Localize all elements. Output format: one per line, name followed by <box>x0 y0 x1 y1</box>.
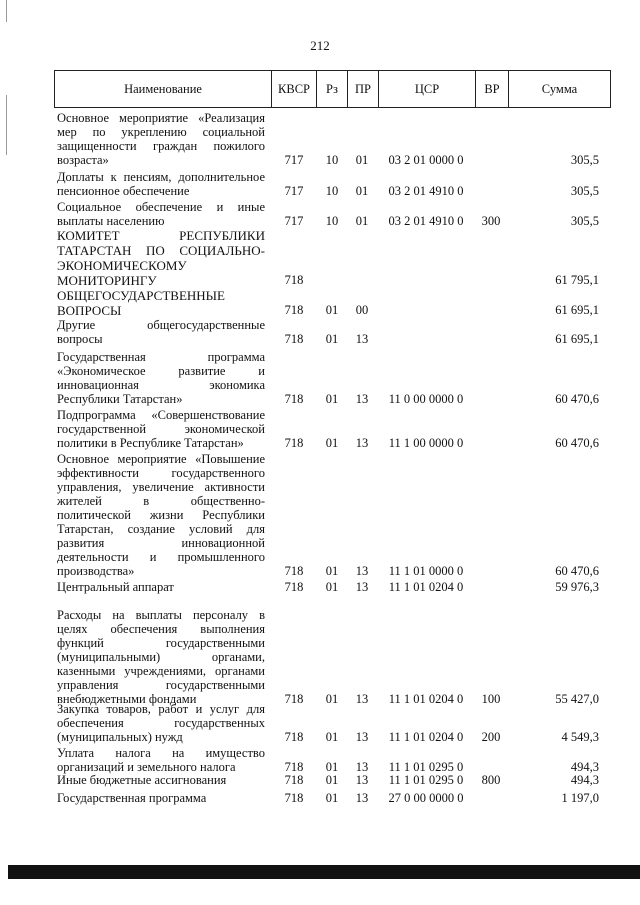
row-kvsr: 718 <box>284 580 304 594</box>
row-name-line: Государственная программа <box>57 791 207 805</box>
row-pr: 01 <box>355 184 369 198</box>
row-kvsr: 717 <box>284 184 304 198</box>
row-kvsr: 718 <box>284 791 304 805</box>
row-rz: 01 <box>325 692 339 706</box>
row-kvsr: 718 <box>284 730 304 744</box>
row-csr: 11 1 01 0204 0 <box>388 692 464 706</box>
row-name-line: Доплаты к пенсиям, дополнительное <box>57 170 265 184</box>
row-name-line: (муниципальными) органами, <box>57 650 265 664</box>
row-csr: 11 1 01 0295 0 <box>388 773 464 787</box>
row-name <box>57 791 265 805</box>
row-sum: 305,5 <box>570 153 599 167</box>
row-name-line: Основное мероприятие «Реализация <box>57 111 265 125</box>
row-pr: 13 <box>355 564 369 578</box>
row-rz: 01 <box>325 303 339 317</box>
row-name <box>57 200 265 228</box>
row-kvsr: 718 <box>284 773 304 787</box>
row-sum: 60 470,6 <box>555 564 599 578</box>
row-kvsr: 718 <box>284 564 304 578</box>
row-name-line: Социальное обеспечение и иные <box>57 200 265 214</box>
margin-line <box>6 95 7 155</box>
row-name-line: «Экономическое развитие и <box>57 364 265 378</box>
row-sum: 4 549,3 <box>561 730 599 744</box>
row-name-line: МОНИТОРИНГУ <box>57 273 157 288</box>
row-name-line: казенными учреждениями, органами <box>57 664 265 678</box>
row-name <box>57 170 265 198</box>
row-sum: 61 795,1 <box>555 273 599 287</box>
row-sum: 494,3 <box>570 773 599 787</box>
row-sum: 60 470,6 <box>555 392 599 406</box>
row-sum: 55 427,0 <box>555 692 599 706</box>
row-name-line: инновационная экономика <box>57 378 265 392</box>
row-kvsr: 718 <box>284 392 304 406</box>
row-name-line: производства» <box>57 564 135 578</box>
row-rz: 01 <box>325 392 339 406</box>
row-rz: 10 <box>325 214 339 228</box>
row-name <box>57 318 265 346</box>
row-name <box>57 408 265 450</box>
row-sum: 305,5 <box>570 184 599 198</box>
row-name-line: КОМИТЕТ РЕСПУБЛИКИ <box>57 228 265 243</box>
row-pr: 13 <box>355 392 369 406</box>
row-name-line: целях обеспечения выполнения <box>57 622 265 636</box>
row-name-line: Уплата налога на имущество <box>57 746 265 760</box>
row-name-line: ВОПРОСЫ <box>57 303 122 318</box>
row-kvsr: 718 <box>284 692 304 706</box>
row-rz: 01 <box>325 760 339 774</box>
row-csr: 11 1 00 0000 0 <box>388 436 464 450</box>
row-name-line: эффективности государственного <box>57 466 265 480</box>
row-name-line: Государственная программа <box>57 350 265 364</box>
row-name-line: развития инновационной <box>57 536 265 550</box>
row-name-line: управления, увеличение активности <box>57 480 265 494</box>
row-name-line: государственной экономической <box>57 422 265 436</box>
header-pr: ПР <box>355 82 371 96</box>
row-name-line: Татарстан, создание условий для <box>57 522 265 536</box>
row-name-line: политической жизни Республики <box>57 508 265 522</box>
row-name-line: Иные бюджетные ассигнования <box>57 773 227 787</box>
row-name <box>57 746 265 774</box>
row-rz: 01 <box>325 773 339 787</box>
row-csr: 11 1 01 0204 0 <box>388 580 464 594</box>
row-name-line: ТАТАРСТАН ПО СОЦИАЛЬНО- <box>57 243 265 258</box>
row-kvsr: 717 <box>284 153 304 167</box>
row-sum: 59 976,3 <box>555 580 599 594</box>
row-rz: 01 <box>325 580 339 594</box>
row-pr: 13 <box>355 773 369 787</box>
row-name-line: управления государственными <box>57 678 265 692</box>
row-rz: 01 <box>325 730 339 744</box>
row-sum: 494,3 <box>570 760 599 774</box>
row-sum: 61 695,1 <box>555 332 599 346</box>
header-rz: Рз <box>326 82 338 96</box>
row-name-line: пенсионное обеспечение <box>57 184 190 198</box>
row-rz: 10 <box>325 153 339 167</box>
row-sum: 305,5 <box>570 214 599 228</box>
margin-line <box>6 0 7 22</box>
row-kvsr: 718 <box>284 273 304 287</box>
row-kvsr: 718 <box>284 303 304 317</box>
row-vr: 100 <box>481 692 501 706</box>
row-name <box>57 773 265 787</box>
row-csr: 11 1 01 0000 0 <box>388 564 464 578</box>
row-vr: 200 <box>481 730 501 744</box>
row-name-line: возраста» <box>57 153 109 167</box>
row-name-line: Центральный аппарат <box>57 580 174 594</box>
row-name-line: политики в Республике Татарстан» <box>57 436 244 450</box>
row-sum: 60 470,6 <box>555 436 599 450</box>
row-pr: 13 <box>355 436 369 450</box>
row-name <box>57 702 265 744</box>
row-kvsr: 718 <box>284 760 304 774</box>
row-name-line: вопросы <box>57 332 103 346</box>
row-name-line: Расходы на выплаты персоналу в <box>57 608 265 622</box>
row-name-line: Другие общегосударственные <box>57 318 265 332</box>
row-name-line: Закупка товаров, работ и услуг для <box>57 702 265 716</box>
row-name-line: обеспечения государственных <box>57 716 265 730</box>
row-sum: 61 695,1 <box>555 303 599 317</box>
row-name-line: деятельности и промышленного <box>57 550 265 564</box>
row-name-line: Республики Татарстан» <box>57 392 183 406</box>
row-vr: 300 <box>481 214 501 228</box>
row-csr: 11 0 00 0000 0 <box>388 392 464 406</box>
row-name-line: ЭКОНОМИЧЕСКОМУ <box>57 258 187 273</box>
row-pr: 01 <box>355 153 369 167</box>
header-kvsr: КВСР <box>278 82 310 96</box>
row-kvsr: 718 <box>284 436 304 450</box>
row-pr: 13 <box>355 580 369 594</box>
row-pr: 01 <box>355 214 369 228</box>
row-name-line: функций государственными <box>57 636 265 650</box>
row-name <box>57 608 265 706</box>
row-kvsr: 718 <box>284 332 304 346</box>
row-pr: 13 <box>355 791 369 805</box>
row-name-line: защищенности граждан пожилого <box>57 139 265 153</box>
row-csr: 27 0 00 0000 0 <box>388 791 464 805</box>
header-sum: Сумма <box>541 82 578 96</box>
row-pr: 00 <box>355 303 369 317</box>
scan-edge-bar <box>8 865 640 879</box>
page-number: 212 <box>310 38 330 53</box>
row-name <box>57 452 265 578</box>
row-name-line: выплаты населению <box>57 214 165 228</box>
row-csr: 03 2 01 4910 0 <box>388 214 464 228</box>
row-vr: 800 <box>481 773 501 787</box>
row-rz: 10 <box>325 184 339 198</box>
row-name-line: внебюджетными фондами <box>57 692 197 706</box>
row-pr: 13 <box>355 760 369 774</box>
row-name-line: Основное мероприятие «Повышение <box>57 452 265 466</box>
row-name-line: ОБЩЕГОСУДАРСТВЕННЫЕ <box>57 288 225 303</box>
row-pr: 13 <box>355 692 369 706</box>
row-csr: 03 2 01 4910 0 <box>388 184 464 198</box>
row-rz: 01 <box>325 332 339 346</box>
row-name <box>57 111 265 167</box>
row-kvsr: 717 <box>284 214 304 228</box>
table-header <box>54 70 611 108</box>
row-name <box>57 350 265 406</box>
row-csr: 11 1 01 0295 0 <box>388 760 464 774</box>
row-csr: 11 1 01 0204 0 <box>388 730 464 744</box>
row-rz: 01 <box>325 564 339 578</box>
row-rz: 01 <box>325 436 339 450</box>
row-name-line: (муниципальных) нужд <box>57 730 183 744</box>
row-name-line: мер по укреплению социальной <box>57 125 265 139</box>
row-pr: 13 <box>355 730 369 744</box>
row-name-line: Подпрограмма «Совершенствование <box>57 408 265 422</box>
row-name-line: жителей в общественно- <box>57 494 265 508</box>
header-name: Наименование <box>124 82 202 96</box>
row-name <box>57 288 265 318</box>
header-csr: ЦСР <box>414 82 440 96</box>
row-name-line: организаций и земельного налога <box>57 760 236 774</box>
row-pr: 13 <box>355 332 369 346</box>
row-csr: 03 2 01 0000 0 <box>388 153 464 167</box>
row-rz: 01 <box>325 791 339 805</box>
row-sum: 1 197,0 <box>561 791 599 805</box>
header-vr: ВР <box>484 82 500 96</box>
row-name <box>57 228 265 288</box>
row-name <box>57 580 265 594</box>
